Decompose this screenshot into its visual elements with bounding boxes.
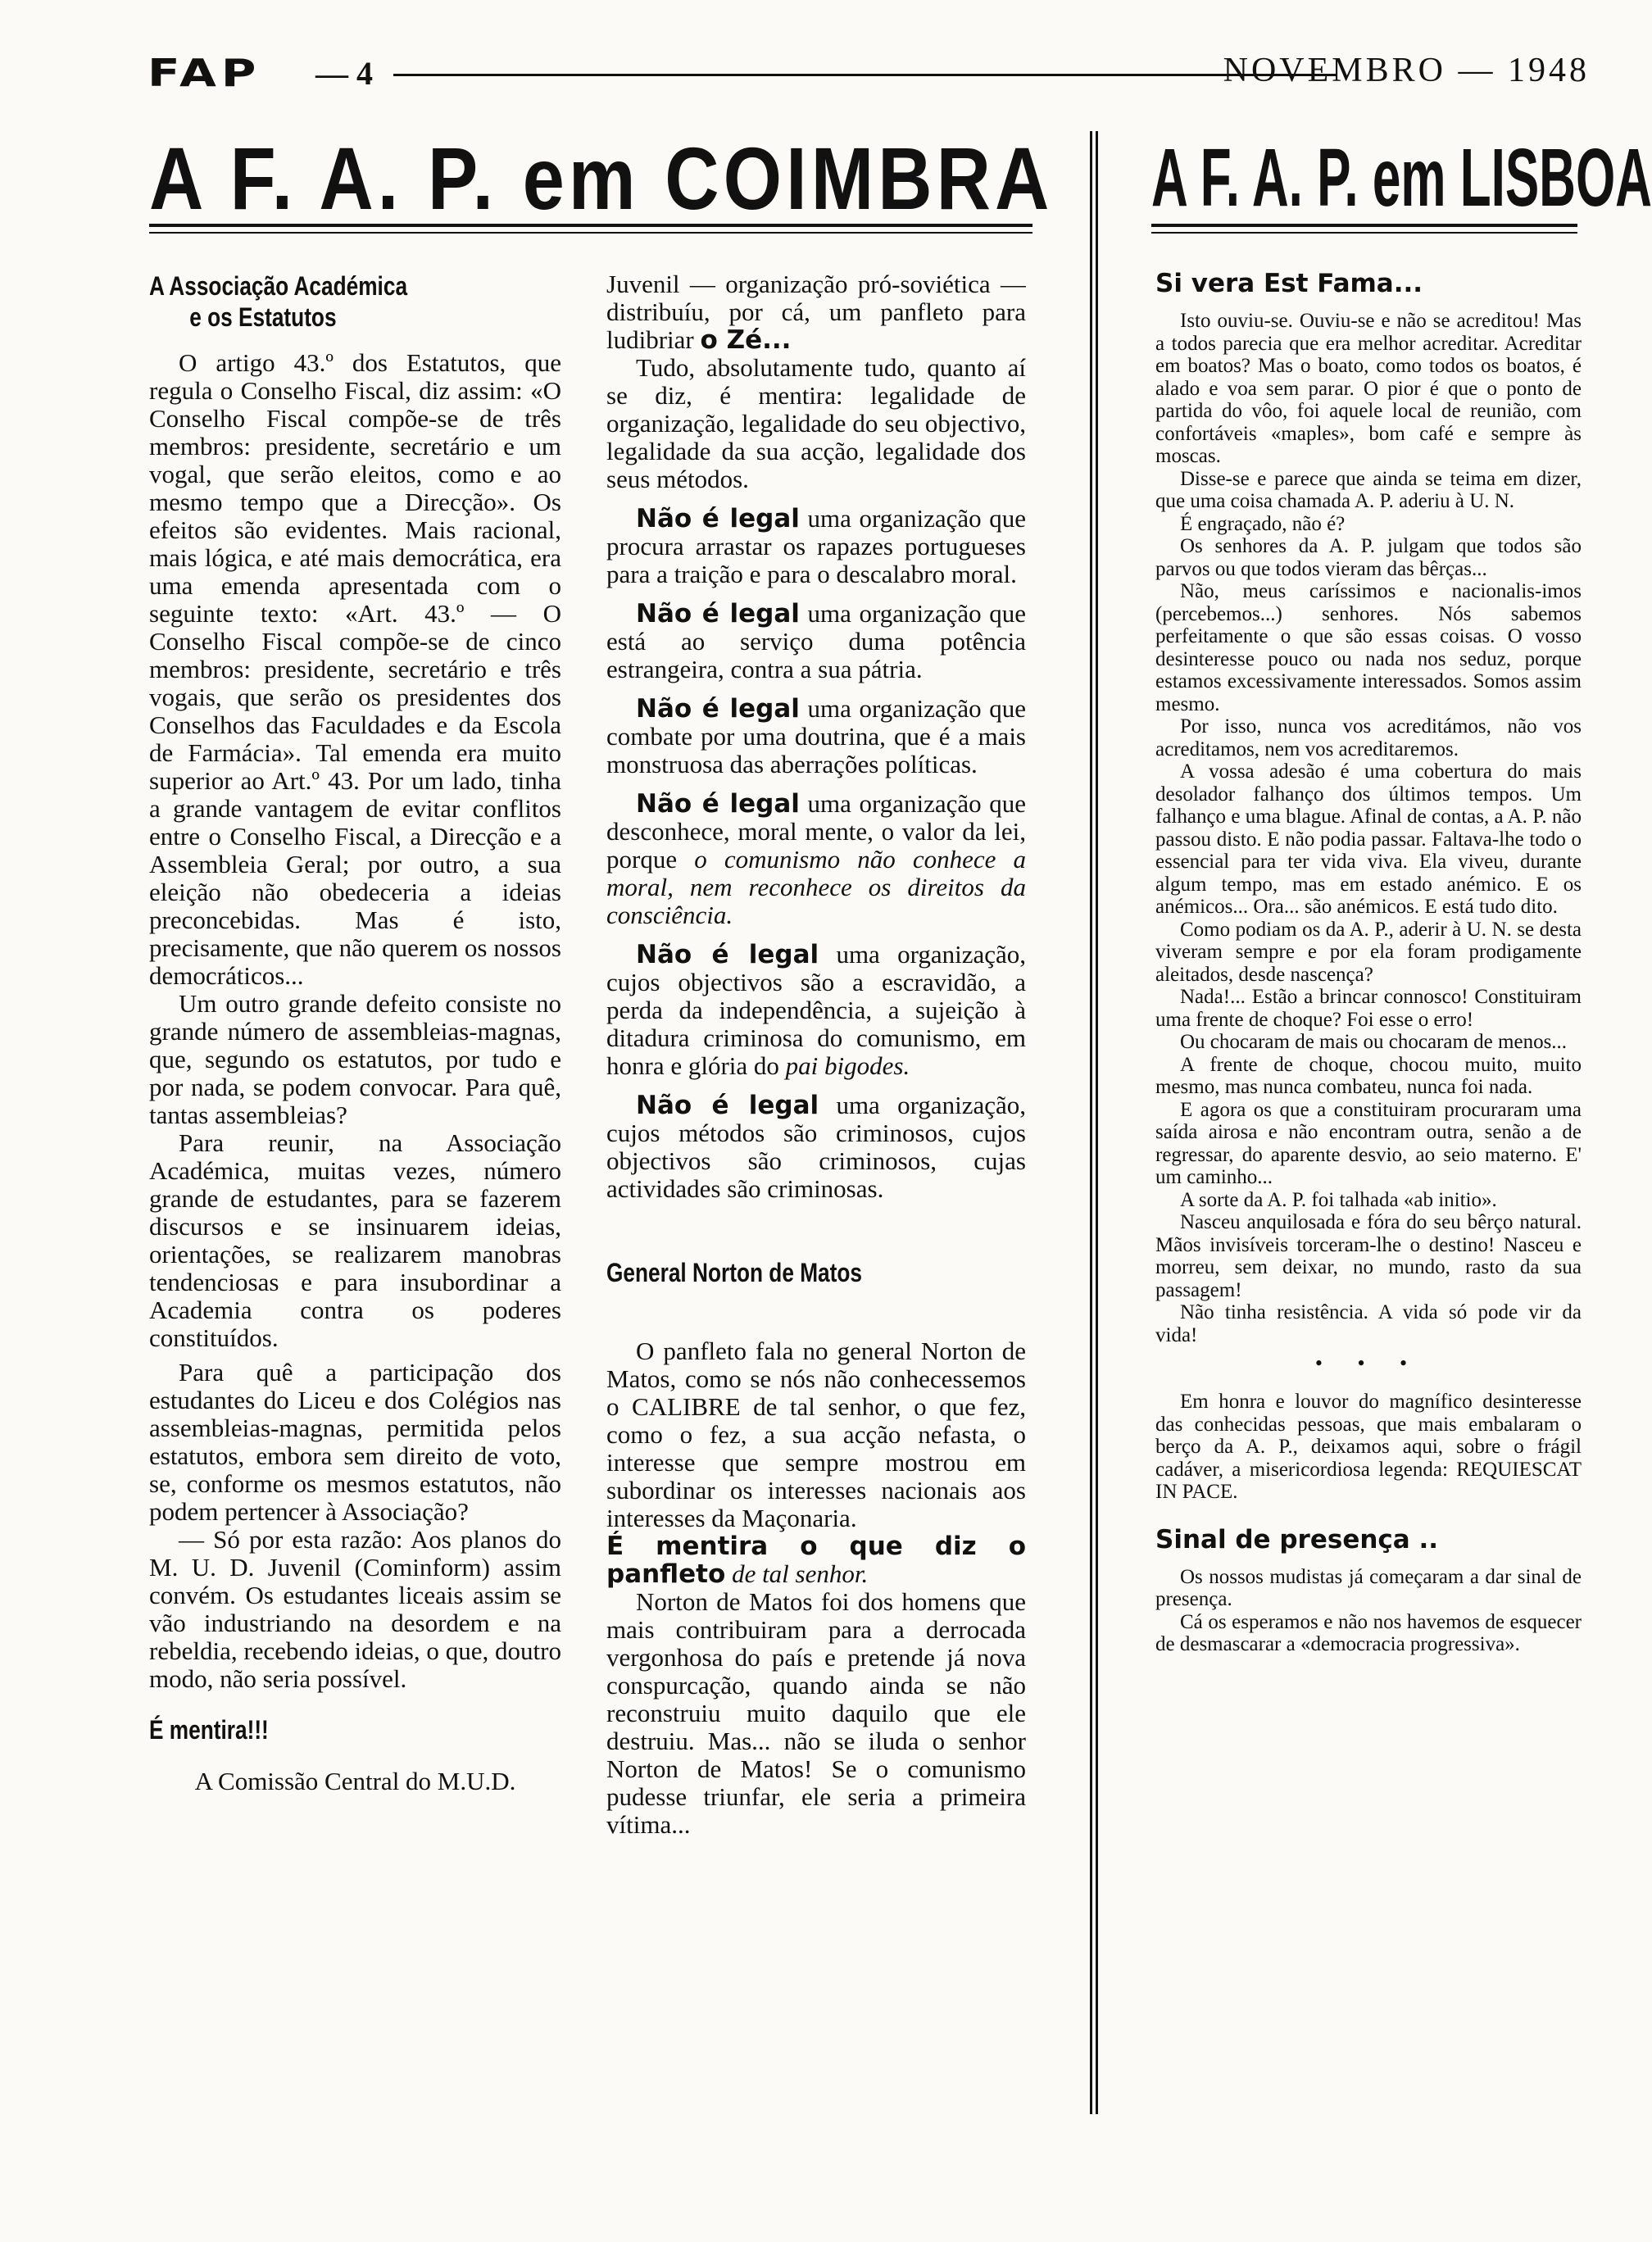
- bold-run: É mentira o que diz o panfleto: [606, 1532, 1026, 1589]
- emphasis: Não é legal: [636, 504, 800, 533]
- section-subheading: e os Estatutos: [189, 302, 337, 332]
- masthead: [148, 49, 1590, 107]
- paragraph: Disse-se e parece que ainda se teima em dizer, que uma coisa chamada A. P. aderiu à U. N.: [1155, 467, 1582, 512]
- italic-run: de tal senhor.: [732, 1559, 869, 1588]
- article-column-2: [606, 270, 1026, 2172]
- emphasis: Não é legal: [636, 694, 800, 724]
- signature: A Comissão Central do M.U.D.: [194, 1767, 516, 1795]
- section-heading: General Norton de Matos: [606, 1258, 863, 1287]
- paragraph: A vossa adesão é uma cobertura do mais desolador falhanço dos últimos tempos. Um falhanço e uma blague. Afinal de contas, a A. P. não passou disto. E não podia passar. Faltava-lhe todo o essencial para ter vida viva. Ela viveu, durante algum tempo, mas em estado anémico. E os anémicos... Ora... são anémicos. E está tudo dito.: [1155, 760, 1582, 918]
- list-item: [606, 505, 1026, 588]
- paragraph: Por isso, nunca vos acreditámos, não vos acreditamos, nem vos acreditaremos.: [1155, 715, 1582, 760]
- paragraph: A sorte da A. P. foi talhada «ab initio».: [1180, 1188, 1497, 1211]
- list-item: [606, 695, 1026, 778]
- list-item: [606, 941, 1026, 1080]
- text-run: uma organização que combate por uma doutrina, que é a mais monstruosa das aberrações políticas.: [606, 694, 1026, 778]
- text-run: uma organização, cujos métodos são criminosos, cujos objectivos são criminosos, cujas actividades são criminosas.: [606, 1091, 1026, 1203]
- header-rule: [393, 74, 1336, 76]
- text-run: uma organização que desconhece, moral mente, o valor da lei, porque: [606, 789, 1026, 874]
- paragraph: [606, 1532, 1026, 1588]
- article-column-1: [149, 270, 561, 2172]
- paragraph: [606, 270, 1026, 354]
- paragraph: Ou chocaram de mais ou chocaram de menos...: [1180, 1031, 1568, 1053]
- paragraph: — Só por esta razão: Aos planos do M. U. D. Juvenil (Cominform) assim convém. Os estudantes liceais assim se vão industriando na desordem e na rebeldia, recebendo ideias, o que, doutro modo, não seria possível.: [149, 1525, 561, 1693]
- section-divider: • • •: [1314, 1351, 1423, 1375]
- headline-coimbra: A F. A. P. em COIMBRA: [149, 129, 1054, 228]
- page-number: — 4: [315, 55, 373, 92]
- list-item: [606, 1092, 1026, 1203]
- section-heading: A Associação Académica: [149, 271, 408, 301]
- side-headline-rule-thin: [1151, 232, 1577, 234]
- section-heading: Sinal de presença ..: [1155, 1524, 1439, 1554]
- paragraph: Como podiam os da A. P., aderir à U. N. se desta viveram sempre e por ela foram prodigamente aleitados, desde nascença?: [1155, 918, 1582, 986]
- text-run: uma organização, cujos objectivos são a escravidão, a perda da independência, a sujeição à ditadura criminosa do comunismo, em honra e glória do: [606, 940, 1026, 1080]
- paragraph: Os nossos mudistas já começaram a dar sinal de presença.: [1155, 1565, 1582, 1610]
- paragraph: O artigo 43.º dos Estatutos, que regula o Conselho Fiscal, diz assim: «O Conselho Fiscal compõe-se de três membros: presidente, secretário e um vogal, que serão eleitos, como e ao mesmo tempo que a Direcção». Os efeitos são evidentes. Mais racional, mais lógica, e até mais democrática, era uma emenda apresentada com o seguinte texto: «Art. 43.º — O Conselho Fiscal compõe-se de cinco membros: presidente, secretário e três vogais, que serão os presidentes dos Conselhos das Faculdades e da Escola de Farmácia». Tal emenda era muito superior ao Art.º 43. Por um lado, tinha a grande vantagem de evitar conflitos entre o Conselho Fiscal, a Direcção e a Assembleia Geral; por outro, a sua eleição não obedeceria a ideias preconcebidas. Mas é isto, precisamente, que não querem os nossos democráticos...: [149, 348, 561, 990]
- bold-run: o Zé...: [700, 325, 792, 355]
- emphasis: Não é legal: [636, 1091, 819, 1120]
- paragraph: É engraçado, não é?: [1180, 512, 1346, 535]
- side-headline-rule: [1151, 224, 1577, 227]
- paragraph: Os senhores da A. P. julgam que todos são parvos ou que todos vieram das bêrças...: [1155, 535, 1582, 580]
- list-item: [606, 790, 1026, 929]
- emphasis: Não é legal: [636, 599, 800, 629]
- paragraph: Em honra e louvor do magnífico desinteresse das conhecidas pessoas, que mais embalaram o berço da A. P., deixamos aqui, sobre o frágil cadáver, a misericordiosa legenda: REQUIESCAT IN PACE.: [1155, 1391, 1582, 1503]
- paragraph: Não, meus caríssimos e nacionalis-imos (percebemos...) senhores. Nós sabemos perfeitamente o que são essas coisas. O vosso desinteresse pouco ou nada nos seduz, porque estamos excessivamente interessados. Somos assim mesmo.: [1155, 580, 1582, 715]
- italic-run: pai bigodes.: [785, 1051, 910, 1080]
- paragraph: E agora os que a constituiram procuraram uma saída airosa e não encontram outra, senão a de regressar, do aparente desvio, ao seio materno. E' um caminho...: [1155, 1098, 1582, 1188]
- paragraph: O panfleto fala no general Norton de Matos, como se nós não conhecessemos o CALIBRE de tal senhor, o que fez, como o fez, a sua acção nefasta, o interesse que sempre mostrou em subordinar os interesses nacionais aos interesses da Maçonaria.: [606, 1337, 1026, 1532]
- text-run: uma organização que procura arrastar os rapazes portugueses para a traição e para o descalabro moral.: [606, 504, 1026, 588]
- headline-lisboa: A F. A. P. em LISBOA: [1151, 132, 1652, 224]
- paragraph: Norton de Matos foi dos homens que mais contribuiram para a derrocada vergonhosa do país e pretende já nova conspurcação, quando ainda se não reconstruiu muito daquilo que ele destruiu. Mas... não se iluda o senhor Norton de Matos! Se o comunismo pudesse triunfar, ele seria a primeira vítima...: [606, 1587, 1026, 1839]
- paragraph: A frente de choque, chocou muito, muito mesmo, mas nunca combateu, nunca foi nada.: [1155, 1053, 1582, 1098]
- emphasis: Não é legal: [636, 789, 800, 819]
- emphasis: Não é legal: [636, 940, 819, 969]
- text-run: Juvenil — organização pró-soviética — distribuíu, por cá, um panfleto para ludibriar: [606, 270, 1026, 354]
- paragraph: Nasceu anquilosada e fóra do seu bêrço natural. Mãos invisíveis torceram-lhe o destino! Nasceu e morreu, sem deixar, no mundo, rasto da sua passagem!: [1155, 1211, 1582, 1301]
- column-separator: [1090, 131, 1098, 2114]
- section-heading: Si vera Est Fama...: [1155, 269, 1423, 298]
- closing-exclamation: É mentira!!!: [149, 1715, 269, 1745]
- article-column-3: [1155, 262, 1582, 2180]
- text-run: uma organização que está ao serviço duma potência estrangeira, contra a sua pátria.: [606, 599, 1026, 683]
- headline-rule-thin: [149, 232, 1032, 234]
- issue-date: NOVEMBRO — 1948: [1223, 52, 1590, 89]
- italic-run: o comunismo não conhece a moral, nem reconhece os direitos da consciência.: [606, 845, 1026, 929]
- paragraph: Tudo, absolutamente tudo, quanto aí se diz, é mentira: legalidade de organização, legalidade do seu objectivo, legalidade da sua acção, legalidade dos seus métodos.: [606, 353, 1026, 493]
- paragraph: Cá os esperamos e não nos havemos de esquecer de desmascarar a «democracia progressiva».: [1155, 1610, 1582, 1655]
- paragraph: Para quê a participação dos estudantes do Liceu e dos Colégios nas assembleias-magnas, permitida pelos estatutos, embora sem direito de voto, se, conforme os mesmos estatutos, não podem pertencer à Associação?: [149, 1358, 561, 1526]
- paragraph: Para reunir, na Associação Académica, muitas vezes, número grande de estudantes, para se fazerem discursos e se insinuarem ideias, orientações, se realizarem manobras tendenciosas e para insubordinar a Academia contra os poderes constituídos.: [149, 1128, 561, 1352]
- paragraph: Não tinha resistência. A vida só pode vir da vida!: [1155, 1301, 1582, 1346]
- headline-rule: [149, 224, 1032, 227]
- brand-logo: FAP: [148, 51, 261, 96]
- paragraph: Isto ouviu-se. Ouviu-se e não se acreditou! Mas a todos parecia que era melhor acreditar. Acreditar em boatos? Mas o boato, como todos os boatos, é alado e voa sem parar. O pior é que o ponto de partida do vôo, foi aquele local de reunião, com confortáveis «maples», bom café e sempre às moscas.: [1155, 310, 1582, 467]
- paragraph: Nada!... Estão a brincar connosco! Constituiram uma frente de choque? Foi esse o erro!: [1155, 986, 1582, 1031]
- list-item: [606, 600, 1026, 683]
- paragraph: Um outro grande defeito consiste no grande número de assembleias-magnas, que, segundo os estatutos, por tudo e por nada, se podem convocar. Para quê, tantas assembleias?: [149, 989, 561, 1129]
